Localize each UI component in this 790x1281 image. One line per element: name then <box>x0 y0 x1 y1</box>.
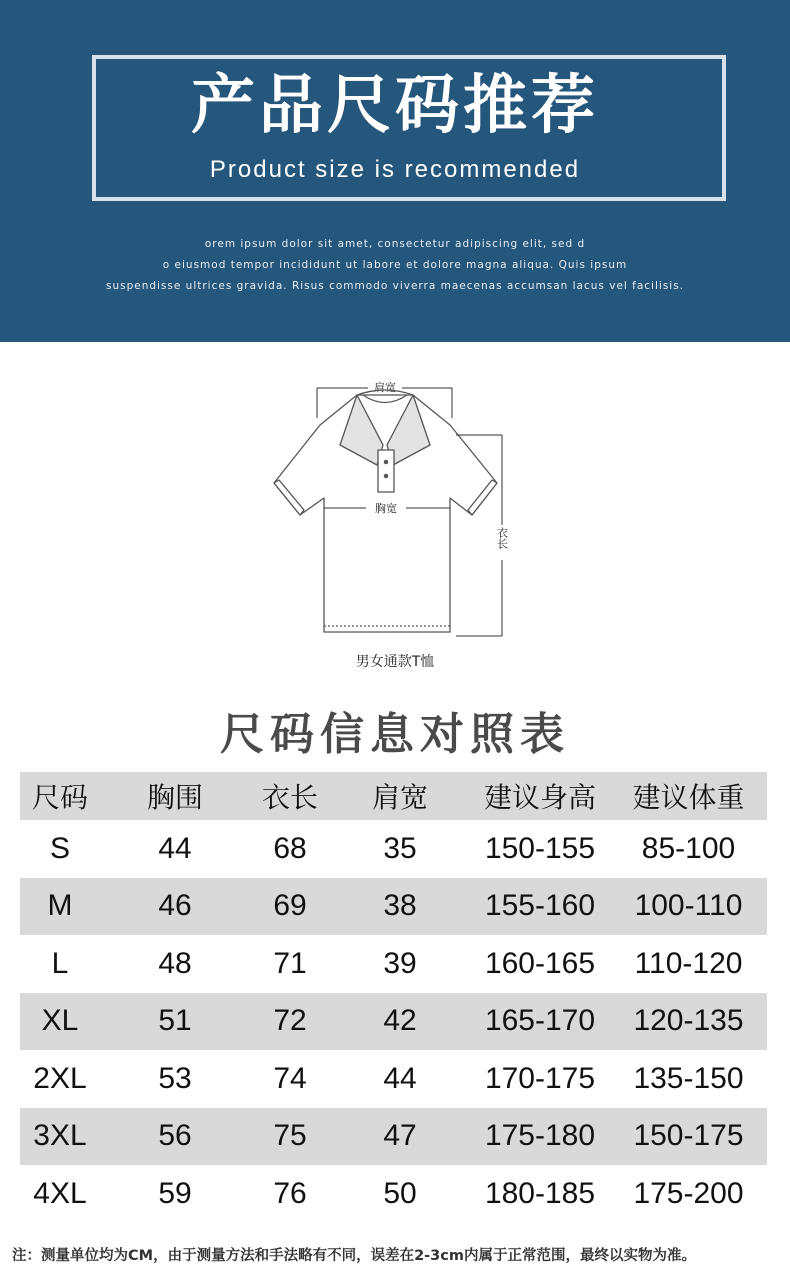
cell-length: 76 <box>273 1176 307 1210</box>
cell-weight: 175-200 <box>633 1176 744 1210</box>
table-row <box>20 1108 767 1166</box>
cell-chest: 44 <box>158 831 192 865</box>
cell-length: 72 <box>273 1004 307 1038</box>
shoulder-label: 肩宽 <box>374 381 396 394</box>
table-row <box>20 935 767 993</box>
cell-chest: 51 <box>158 1004 192 1038</box>
cell-size: L <box>51 946 69 980</box>
cell-length: 75 <box>273 1119 307 1153</box>
table-row <box>20 1050 767 1108</box>
description-line: orem ipsum dolor sit amet, consectetur adipiscing elit, sed d <box>204 238 586 250</box>
cell-height: 180-185 <box>484 1176 596 1210</box>
cell-chest: 46 <box>158 889 192 923</box>
cell-height: 165-170 <box>484 1004 596 1038</box>
cell-size: 4XL <box>33 1176 87 1210</box>
table-row <box>20 820 767 878</box>
cell-shoulder: 39 <box>383 946 417 980</box>
polo-shirt-diagram <box>260 370 520 670</box>
cell-shoulder: 42 <box>383 1004 417 1038</box>
description-line: o eiusmod tempor incididunt ut labore et dolore magna aliqua. Quis ipsum <box>162 259 628 271</box>
cell-weight: 85-100 <box>641 831 736 865</box>
cell-height: 155-160 <box>484 889 596 923</box>
cell-length: 71 <box>273 946 307 980</box>
header-weight: 建议体重 <box>632 781 745 814</box>
cell-size: XL <box>41 1004 79 1038</box>
cell-weight: 120-135 <box>633 1004 744 1038</box>
cell-height: 175-180 <box>484 1119 596 1153</box>
cell-chest: 59 <box>158 1176 192 1210</box>
length-label <box>496 527 509 550</box>
header-length: 衣长 <box>261 781 318 814</box>
description-line: suspendisse ultrices gravida. Risus commodo viverra maecenas accumsan lacus vel facilisis. <box>105 280 685 292</box>
cell-shoulder: 47 <box>383 1119 417 1153</box>
cell-shoulder: 50 <box>383 1176 417 1210</box>
cell-size: S <box>49 831 70 865</box>
table-header-row <box>20 772 767 820</box>
cell-size: 2XL <box>33 1061 87 1095</box>
cell-weight: 100-110 <box>634 889 743 923</box>
cell-chest: 53 <box>158 1061 192 1095</box>
header-height: 建议身高 <box>483 781 596 814</box>
cell-chest: 56 <box>158 1119 192 1153</box>
cell-height: 160-165 <box>484 946 596 980</box>
table-row <box>20 878 767 936</box>
cell-length: 69 <box>273 889 307 923</box>
page-subtitle: Product size is recommended <box>209 156 581 183</box>
length-label-text: 衣长 <box>495 527 509 549</box>
cell-height: 170-175 <box>484 1061 596 1095</box>
header-shoulder: 肩宽 <box>371 781 428 814</box>
table-row <box>20 993 767 1051</box>
cell-size: 3XL <box>33 1119 87 1153</box>
table-title: 尺码信息对照表 <box>220 709 570 760</box>
header-size: 尺码 <box>31 781 88 814</box>
banner-description <box>0 234 790 297</box>
table-row <box>20 1165 767 1223</box>
size-table <box>20 772 767 1223</box>
page-title: 产品尺码推荐 <box>191 69 599 143</box>
cell-shoulder: 35 <box>383 831 417 865</box>
cell-chest: 48 <box>158 946 192 980</box>
cell-size: M <box>47 889 73 923</box>
cell-height: 150-155 <box>484 831 596 865</box>
cell-shoulder: 38 <box>383 889 417 923</box>
cell-weight: 135-150 <box>633 1061 744 1095</box>
cell-shoulder: 44 <box>383 1061 417 1095</box>
measurement-note: 注：测量单位均为CM，由于测量方法和手法略有不同，误差在2-3cm内属于正常范围，最终以实物为准。 <box>12 1248 696 1264</box>
diagram-caption: 男女通款T恤 <box>355 654 435 670</box>
header-banner <box>0 0 790 342</box>
cell-weight: 150-175 <box>633 1119 744 1153</box>
header-chest: 胸围 <box>146 781 203 814</box>
cell-weight: 110-120 <box>634 946 743 980</box>
cell-length: 74 <box>273 1061 307 1095</box>
chest-label: 胸宽 <box>375 502 397 515</box>
cell-length: 68 <box>273 831 307 865</box>
